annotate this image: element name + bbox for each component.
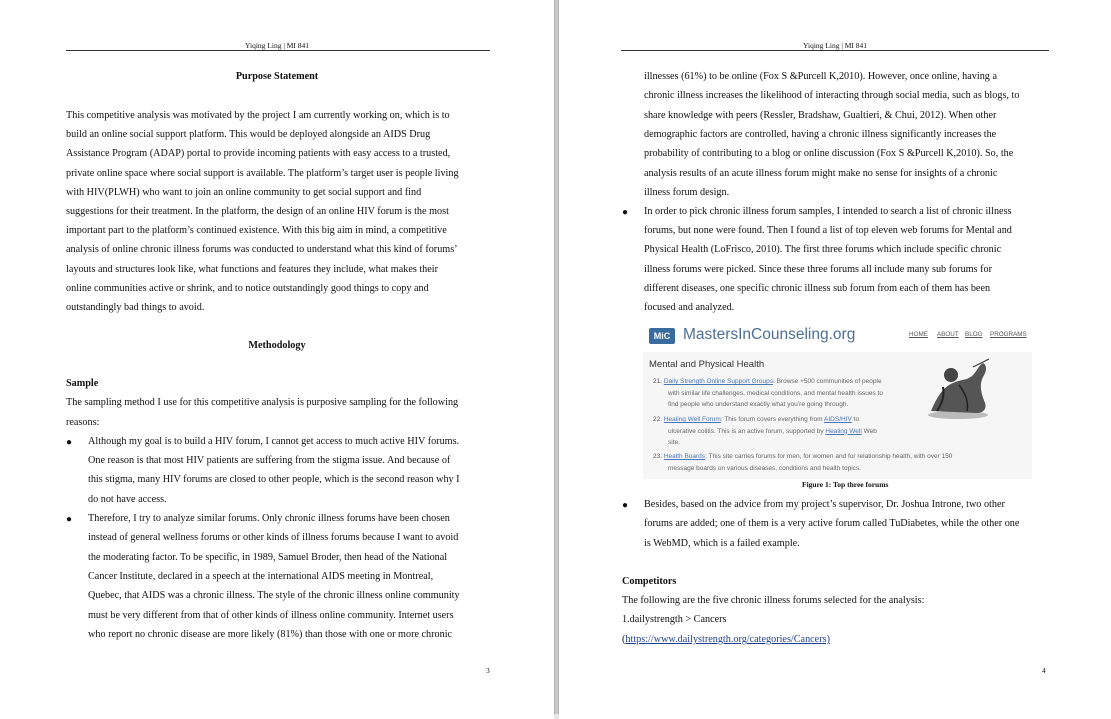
- sample-heading: Sample: [66, 378, 99, 389]
- text-line: analysis of online chronic illness forums was conducted to understand what this kind of forums’: [66, 244, 458, 256]
- text-line: different diseases, one specific chronic illness sub forum from each of them has been: [644, 282, 991, 294]
- text-line: share knowledge with peers (Ressler, Bradshaw, Gualtieri, & Chui, 2012). When other: [644, 109, 997, 121]
- competitor-1-name: 1.dailystrength > Cancers: [622, 614, 727, 625]
- text-line: One reason is that most HIV patients are suffering from the stigma issue. And because of: [88, 455, 451, 467]
- text-line: the moderating factor. To be specific, in 1989, Samuel Broder, then head of the National: [88, 551, 448, 563]
- text-line: In order to pick chronic illness forum samples, I intended to search a list of chronic illness: [644, 206, 1012, 217]
- bullet-icon: [66, 514, 72, 525]
- text-line: illness forum design.: [644, 187, 730, 199]
- page-number: 3: [486, 666, 490, 675]
- text-line: is WebMD, which is a failed example.: [644, 537, 800, 549]
- bullet-icon: [622, 207, 628, 218]
- methodology-heading: Methodology: [248, 340, 306, 351]
- competitors-heading: Competitors: [622, 576, 677, 587]
- text-line: private online space where social support is available. The platform’s target user is people living: [66, 167, 459, 179]
- page-header: Yiqing Ling | MI 841: [802, 41, 867, 50]
- text-line: This competitive analysis was motivated by the project I am currently working on, which is to: [66, 110, 450, 121]
- engraving-illustration: [923, 357, 993, 419]
- text-line: chronic illness increases the likelihood of interacting through social media, such as blogs, to: [644, 90, 1020, 102]
- text-line: Besides, based on the advice from my project’s supervisor, Dr. Joshua Introne, two other: [644, 499, 1005, 510]
- document-page-3: [0, 0, 554, 719]
- purpose-heading: Purpose Statement: [235, 71, 319, 82]
- text-line: Quebec, that AIDS was a chronic illness. The style of the chronic illness online community: [88, 590, 460, 602]
- forum-item-22: 22. Healing Well Forum: This forum covers everything from AIDS/HIV to ulcerative colitis. This is an active forum, supported by Healing Well Web site.: [653, 416, 877, 447]
- figure-top-three-forums: [643, 323, 1032, 479]
- text-line: forums are added; one of them is a very active forum called TuDiabetes, while the other one: [644, 518, 1020, 530]
- text-line: illness forums were picked. Since these three forums all include many sub forums for: [644, 263, 992, 275]
- header-rule: [621, 50, 1049, 51]
- competitor-1-url-line: (https://www.dailystrength.org/categories/Cancers): [622, 634, 830, 645]
- competitors-intro: The following are the five chronic illness forums selected for the analysis:: [622, 595, 925, 606]
- text-line: analysis results of an acute illness forum might make no sense for insights of a chronic: [644, 167, 998, 179]
- nav-programs: PROGRAMS: [990, 331, 1027, 338]
- text-line: Therefore, I try to analyze similar forums. Only chronic illness forums have been chosen: [88, 513, 450, 524]
- daily-strength-link: Daily Strength Online Support Groups: [663, 378, 773, 385]
- text-line: Physical Health (LoFrisco, 2010). The first three forums which include specific chronic: [644, 244, 1002, 256]
- health-boards-link: Health Boards: [663, 453, 706, 460]
- nav-home: HOME: [909, 331, 928, 338]
- text-line: build an online social support platform. This would be deployed alongside an AIDS Drug: [66, 129, 431, 141]
- bullet-icon: [66, 437, 72, 448]
- text-line: probability of contributing to a blog or online discussion (Fox S &Purcell K,2010). So, the: [644, 148, 1014, 160]
- text-line: outstandingly bad things to avoid.: [66, 302, 205, 313]
- forum-item-21: 21. Daily Strength Online Support Groups: Browse +500 communities of people with similar life challenges, medical conditions, and mental health issues to find people who understand exactly what you’re going through.: [653, 378, 883, 409]
- bullet-icon: [622, 500, 628, 511]
- text-line: do not have access.: [88, 493, 167, 505]
- figure-section-title: Mental and Physical Health: [649, 359, 765, 370]
- page-header: Yiqing Ling | MI 841: [244, 41, 309, 50]
- text-line: must be very different from that of other kinds of illness online community. Internet users: [88, 609, 454, 621]
- figure-caption: Figure 1: Top three forums: [802, 480, 889, 489]
- text-line: suggestions for their treatment. In the platform, the design of an online HIV forum is the most: [66, 206, 449, 217]
- figure-banner: [643, 323, 1032, 349]
- text-line: Assistance Program (ADAP) portal to provide incoming patients with easy access to a trusted,: [66, 148, 451, 160]
- site-title: MastersInCounseling.org: [683, 326, 856, 343]
- text-line: reasons:: [66, 416, 100, 428]
- mic-logo: MiC: [649, 328, 675, 344]
- text-line: The sampling method I use for this competitive analysis is purposive sampling for the following: [66, 397, 459, 408]
- nav-blog: BLOG: [965, 331, 983, 338]
- competitor-1-url-link[interactable]: https://www.dailystrength.org/categories/Cancers): [625, 634, 830, 645]
- text-line: focused and analyzed.: [644, 302, 735, 313]
- header-rule: [66, 50, 490, 51]
- text-line: important part to the platform’s continued existence. With this big aim in mind, a competitive: [66, 225, 447, 237]
- text-line: layouts and structures look like, what functions and features they include, what makes their: [66, 263, 439, 275]
- healing-well-forum-link: Healing Well Forum: [663, 416, 721, 423]
- text-line: forums, but none were found. Then I found a list of top eleven web forums for Mental and: [644, 225, 1012, 237]
- text-line: online communities active or shrink, and to notice outstandingly good things to copy and: [66, 282, 429, 294]
- text-line: who report no chronic disease are more likely (81%) than those with one or more chronic: [88, 628, 453, 640]
- text-line: demographic factors are controlled, having a chronic illness significantly increases the: [644, 129, 997, 141]
- text-line: Cancer Institute, declared in a speech at the international AIDS meeting in Montreal,: [88, 570, 434, 582]
- text-line: illnesses (61%) to be online (Fox S &Purcell K,2010). However, once online, having a: [644, 71, 997, 82]
- forum-item-23: 23. Health Boards: This site carries forums for men, for women and for relationship health, with over 150 message boards on various diseases, conditions and health topics.: [653, 453, 953, 472]
- text-line: this stigma, many HIV forums are closed to other people, which is the second reason why I: [88, 474, 460, 486]
- text-line: Although my goal is to build a HIV forum, I cannot get access to much active HIV forums.: [88, 436, 460, 447]
- text-line: instead of general wellness forums or other kinds of illness forums because I want to avoid: [88, 532, 459, 544]
- text-line: with HIV(PLWH) who want to join an online community to get social support and find: [66, 186, 422, 198]
- page-number: 4: [1042, 666, 1046, 675]
- nav-about: ABOUT: [937, 331, 959, 338]
